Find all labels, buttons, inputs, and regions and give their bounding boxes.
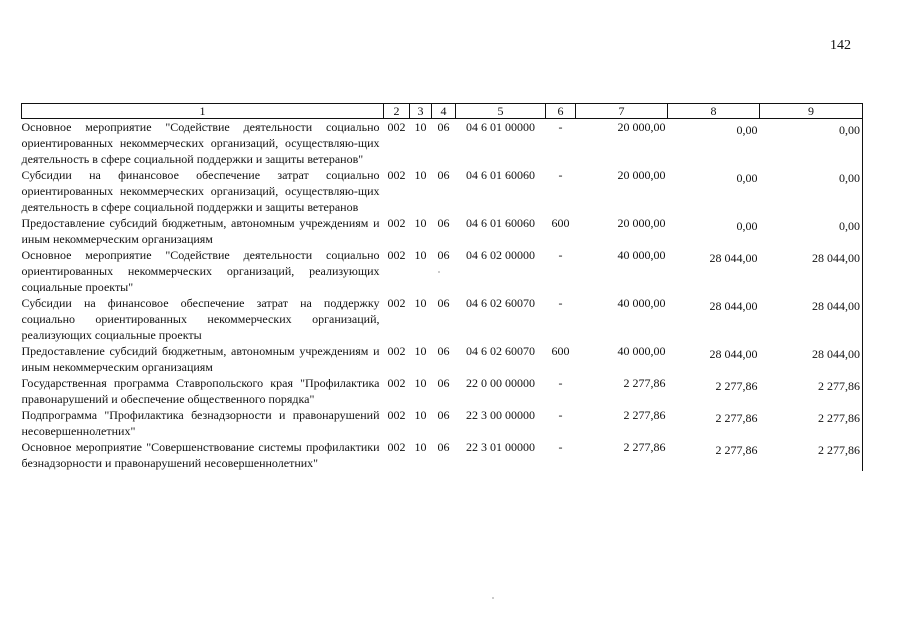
- target-article-code: 22 3 01 00000: [466, 440, 535, 454]
- amount-col7: 40 000,00: [617, 296, 666, 310]
- column-header-6: 6: [546, 104, 576, 119]
- chapter-code: 002: [387, 248, 406, 262]
- amount-col8: 28 044,00: [709, 251, 758, 265]
- amount-col7: 40 000,00: [617, 248, 666, 262]
- expense-type-code: 600: [551, 216, 570, 230]
- column-header-4: 4: [432, 104, 456, 119]
- expense-type-code: -: [558, 408, 563, 422]
- budget-table: [21, 103, 863, 471]
- target-article-code: 22 0 00 00000: [466, 376, 535, 390]
- subsection-code: 06: [437, 248, 450, 262]
- amount-col7: 2 277,86: [623, 376, 666, 390]
- chapter-code: 002: [387, 120, 406, 134]
- table-row: [22, 343, 863, 375]
- amount-col8: 28 044,00: [709, 299, 758, 313]
- row-name: Основное мероприятие "Содействие деятельности социально ориентированных некоммерческих организаций, осуществляю-щих деятельность в сфере социальной поддержки и защиты ветеранов": [21, 120, 380, 166]
- target-article-code: 04 6 02 00000: [466, 248, 535, 262]
- amount-col9: 0,00: [760, 167, 863, 215]
- column-header-7: 7: [576, 104, 668, 119]
- table-row: [22, 215, 863, 247]
- column-header-2: 2: [384, 104, 410, 119]
- chapter-code: 002: [387, 440, 406, 454]
- column-header-3: 3: [410, 104, 432, 119]
- expense-type-code: -: [558, 296, 563, 310]
- amount-col9: 28 044,00: [760, 343, 863, 375]
- row-name: Предоставление субсидий бюджетным, автономным учреждениям и иным некоммерческим организациям: [21, 216, 380, 246]
- column-header-5: 5: [456, 104, 546, 119]
- amount-col9: 2 277,86: [760, 375, 863, 407]
- expense-type-code: -: [558, 120, 563, 134]
- subsection-code: 06: [437, 408, 450, 422]
- subsection-code: 06: [437, 296, 450, 310]
- table-row: [22, 407, 863, 439]
- section-code: 10: [414, 216, 427, 230]
- chapter-code: 002: [387, 376, 406, 390]
- expense-type-code: -: [558, 168, 563, 182]
- amount-col9: 28 044,00: [760, 295, 863, 343]
- amount-col8: 2 277,86: [715, 443, 758, 457]
- column-number-row: [22, 104, 863, 119]
- expense-type-code: -: [558, 248, 563, 262]
- column-header-8: 8: [668, 104, 760, 119]
- target-article-code: 04 6 01 60060: [466, 168, 535, 182]
- row-name: Субсидии на финансовое обеспечение затрат социально ориентированных некоммерческих организаций, осуществляю-щих деятельность в сфере социальной поддержки и защиты ветеранов: [21, 168, 380, 214]
- amount-col8: 2 277,86: [715, 379, 758, 393]
- section-code: 10: [414, 296, 427, 310]
- amount-col7: 2 277,86: [623, 408, 666, 422]
- section-code: 10: [414, 248, 427, 262]
- table-row: [22, 247, 863, 295]
- table-body: [22, 119, 863, 472]
- section-code: 10: [414, 120, 427, 134]
- subsection-code: 06: [437, 168, 450, 182]
- target-article-code: 04 6 02 60070: [466, 344, 535, 358]
- row-name: Основное мероприятие "Совершенствование системы профилактики безнадзорности и правонарушений несовершеннолетних": [21, 440, 380, 470]
- chapter-code: 002: [387, 216, 406, 230]
- amount-col9: 28 044,00: [760, 247, 863, 295]
- amount-col9: 0,00: [760, 119, 863, 168]
- row-name: Подпрограмма "Профилактика безнадзорности и правонарушений несовершеннолетних": [21, 408, 380, 438]
- row-name: Предоставление субсидий бюджетным, автономным учреждениям и иным некоммерческим организациям: [21, 344, 380, 374]
- section-code: 10: [414, 168, 427, 182]
- subsection-code: 06: [437, 120, 450, 134]
- target-article-code: 04 6 01 60060: [466, 216, 535, 230]
- table-row: [22, 439, 863, 471]
- amount-col8: 28 044,00: [709, 347, 758, 361]
- table-row: [22, 375, 863, 407]
- target-article-code: 04 6 02 60070: [466, 296, 535, 310]
- page-number: 142: [830, 38, 851, 53]
- section-code: 10: [414, 376, 427, 390]
- expense-type-code: 600: [551, 344, 570, 358]
- table-header: [22, 104, 863, 119]
- amount-col8: 2 277,86: [715, 411, 758, 425]
- amount-col9: 0,00: [760, 215, 863, 247]
- table-row: [22, 119, 863, 168]
- subsection-code: 06: [437, 344, 450, 358]
- amount-col7: 20 000,00: [617, 120, 666, 134]
- section-code: 10: [414, 408, 427, 422]
- row-name: Государственная программа Ставропольского края "Профилактика правонарушений и обеспечение общественного порядка": [21, 376, 380, 406]
- table-row: [22, 295, 863, 343]
- subsection-code: 06: [437, 376, 450, 390]
- amount-col9: 2 277,86: [760, 439, 863, 471]
- amount-col8: 0,00: [736, 123, 758, 137]
- subsection-code: 06: [437, 216, 450, 230]
- column-header-1: 1: [22, 104, 384, 119]
- target-article-code: 22 3 00 00000: [466, 408, 535, 422]
- row-name: Основное мероприятие "Содействие деятельности социально ориентированных некоммерческих организаций, реализующих социальные проекты": [21, 248, 380, 294]
- expense-type-code: -: [558, 440, 563, 454]
- amount-col7: 20 000,00: [617, 216, 666, 230]
- amount-col8: 0,00: [736, 171, 758, 185]
- target-article-code: 04 6 01 00000: [466, 120, 535, 134]
- scan-speck: [492, 597, 494, 599]
- table-row: [22, 167, 863, 215]
- amount-col9: 2 277,86: [760, 407, 863, 439]
- column-header-9: 9: [760, 104, 863, 119]
- amount-col7: 2 277,86: [623, 440, 666, 454]
- chapter-code: 002: [387, 344, 406, 358]
- section-code: 10: [414, 440, 427, 454]
- amount-col7: 40 000,00: [617, 344, 666, 358]
- amount-col7: 20 000,00: [617, 168, 666, 182]
- scan-speck: [438, 271, 440, 273]
- expense-type-code: -: [558, 376, 563, 390]
- section-code: 10: [414, 344, 427, 358]
- row-name: Субсидии на финансовое обеспечение затрат на поддержку социально ориентированных некоммерческих организаций, реализующих социальные проекты: [21, 296, 380, 342]
- amount-col8: 0,00: [736, 219, 758, 233]
- subsection-code: 06: [437, 440, 450, 454]
- chapter-code: 002: [387, 168, 406, 182]
- chapter-code: 002: [387, 296, 406, 310]
- chapter-code: 002: [387, 408, 406, 422]
